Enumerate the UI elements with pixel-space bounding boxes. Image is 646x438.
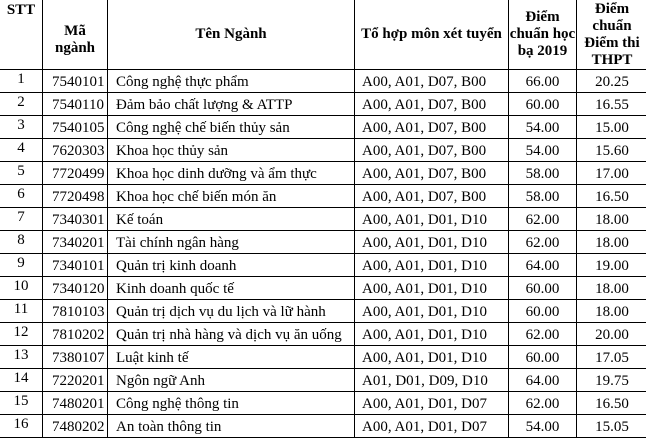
cell-name: Kế toán xyxy=(108,208,355,231)
table-row xyxy=(0,185,646,208)
cell-name: Quản trị dịch vụ du lịch và lữ hành xyxy=(108,300,355,323)
cell-score-thpt: 17.05 xyxy=(577,346,646,369)
cell-code: 7540110 xyxy=(43,93,108,116)
cell-stt: 4 xyxy=(0,139,43,162)
cell-score-hocba: 60.00 xyxy=(509,277,577,300)
cell-combo: A00, A01, D07, B00 xyxy=(355,185,509,208)
cell-name: Luật kinh tế xyxy=(108,346,355,369)
cell-code: 7480202 xyxy=(43,415,108,438)
cell-score-hocba: 54.00 xyxy=(509,139,577,162)
cell-stt: 15 xyxy=(0,392,43,415)
cell-score-thpt: 18.00 xyxy=(577,277,646,300)
table-row xyxy=(0,369,646,392)
cell-combo: A00, A01, D01, D10 xyxy=(355,300,509,323)
cell-score-hocba: 60.00 xyxy=(509,93,577,116)
cell-code: 7340120 xyxy=(43,277,108,300)
cell-score-thpt: 18.00 xyxy=(577,300,646,323)
cell-name: An toàn thông tin xyxy=(108,415,355,438)
cell-score-thpt: 16.55 xyxy=(577,93,646,116)
table-row xyxy=(0,116,646,139)
cell-name: Đảm bảo chất lượng & ATTP xyxy=(108,93,355,116)
cell-combo: A00, A01, D01, D10 xyxy=(355,346,509,369)
cell-code: 7720498 xyxy=(43,185,108,208)
cell-score-hocba: 66.00 xyxy=(509,70,577,93)
cell-combo: A00, A01, D01, D07 xyxy=(355,392,509,415)
cell-code: 7480201 xyxy=(43,392,108,415)
cell-stt: 3 xyxy=(0,116,43,139)
cell-combo: A00, A01, D07, B00 xyxy=(355,162,509,185)
cell-code: 7380107 xyxy=(43,346,108,369)
cell-score-hocba: 58.00 xyxy=(509,185,577,208)
cell-score-hocba: 60.00 xyxy=(509,300,577,323)
header-combo: Tổ hợp môn xét tuyển xyxy=(355,0,509,70)
cell-combo: A00, A01, D01, D10 xyxy=(355,277,509,300)
cell-stt: 1 xyxy=(0,70,43,93)
cell-name: Công nghệ chế biến thủy sản xyxy=(108,116,355,139)
cell-score-hocba: 62.00 xyxy=(509,323,577,346)
cell-stt: 10 xyxy=(0,277,43,300)
cell-score-thpt: 15.05 xyxy=(577,415,646,438)
cell-score-hocba: 64.00 xyxy=(509,369,577,392)
table-row xyxy=(0,346,646,369)
cell-stt: 13 xyxy=(0,346,43,369)
cell-score-thpt: 18.00 xyxy=(577,231,646,254)
table-row xyxy=(0,300,646,323)
cell-combo: A00, A01, D07, B00 xyxy=(355,139,509,162)
cell-score-thpt: 19.00 xyxy=(577,254,646,277)
cell-name: Công nghệ thông tin xyxy=(108,392,355,415)
table-row xyxy=(0,139,646,162)
cell-name: Quản trị kinh doanh xyxy=(108,254,355,277)
table-row xyxy=(0,208,646,231)
table-row xyxy=(0,323,646,346)
cell-code: 7620303 xyxy=(43,139,108,162)
cell-name: Công nghệ thực phẩm xyxy=(108,70,355,93)
table-row xyxy=(0,277,646,300)
cell-name: Khoa học dinh dưỡng và ẩm thực xyxy=(108,162,355,185)
cell-stt: 12 xyxy=(0,323,43,346)
cell-name: Quản trị nhà hàng và dịch vụ ăn uống xyxy=(108,323,355,346)
cell-name: Tài chính ngân hàng xyxy=(108,231,355,254)
cell-score-hocba: 62.00 xyxy=(509,392,577,415)
cell-code: 7810202 xyxy=(43,323,108,346)
cell-stt: 16 xyxy=(0,415,43,438)
cell-score-thpt: 17.00 xyxy=(577,162,646,185)
cell-code: 7340201 xyxy=(43,231,108,254)
header-score-thpt: Điểm chuẩn Điểm thi THPT xyxy=(577,0,646,70)
cell-stt: 9 xyxy=(0,254,43,277)
cell-combo: A00, A01, D07, B00 xyxy=(355,116,509,139)
cell-stt: 7 xyxy=(0,208,43,231)
cell-combo: A01, D01, D09, D10 xyxy=(355,369,509,392)
cell-code: 7220201 xyxy=(43,369,108,392)
cell-score-thpt: 19.75 xyxy=(577,369,646,392)
cell-stt: 11 xyxy=(0,300,43,323)
cell-stt: 2 xyxy=(0,93,43,116)
cell-score-hocba: 58.00 xyxy=(509,162,577,185)
cell-name: Kinh doanh quốc tế xyxy=(108,277,355,300)
cell-code: 7540105 xyxy=(43,116,108,139)
cell-code: 7810103 xyxy=(43,300,108,323)
cell-stt: 5 xyxy=(0,162,43,185)
table-row xyxy=(0,392,646,415)
table-row xyxy=(0,415,646,438)
cell-score-thpt: 16.50 xyxy=(577,185,646,208)
cell-score-thpt: 16.50 xyxy=(577,392,646,415)
cell-score-hocba: 60.00 xyxy=(509,346,577,369)
cell-score-hocba: 64.00 xyxy=(509,254,577,277)
cell-stt: 14 xyxy=(0,369,43,392)
cell-combo: A00, A01, D01, D07 xyxy=(355,415,509,438)
header-code: Mã ngành xyxy=(43,0,108,70)
cell-score-thpt: 20.25 xyxy=(577,70,646,93)
table-row xyxy=(0,231,646,254)
cell-combo: A00, A01, D01, D10 xyxy=(355,323,509,346)
cell-score-thpt: 18.00 xyxy=(577,208,646,231)
cell-stt: 8 xyxy=(0,231,43,254)
table-row xyxy=(0,162,646,185)
cell-code: 7540101 xyxy=(43,70,108,93)
cell-score-hocba: 62.00 xyxy=(509,208,577,231)
cell-combo: A00, A01, D01, D10 xyxy=(355,208,509,231)
cell-name: Ngôn ngữ Anh xyxy=(108,369,355,392)
cell-score-hocba: 54.00 xyxy=(509,116,577,139)
cell-combo: A00, A01, D07, B00 xyxy=(355,70,509,93)
cell-score-hocba: 62.00 xyxy=(509,231,577,254)
cell-combo: A00, A01, D01, D10 xyxy=(355,254,509,277)
cell-code: 7340301 xyxy=(43,208,108,231)
cell-combo: A00, A01, D07, B00 xyxy=(355,93,509,116)
header-score-hocba: Điểm chuẩn học bạ 2019 xyxy=(509,0,577,70)
cell-code: 7340101 xyxy=(43,254,108,277)
cell-code: 7720499 xyxy=(43,162,108,185)
header-row xyxy=(0,0,646,70)
table-row xyxy=(0,70,646,93)
table-row xyxy=(0,93,646,116)
cell-score-thpt: 15.00 xyxy=(577,116,646,139)
header-stt: STT xyxy=(0,0,43,70)
cell-combo: A00, A01, D01, D10 xyxy=(355,231,509,254)
cell-name: Khoa học chế biến món ăn xyxy=(108,185,355,208)
header-name: Tên Ngành xyxy=(108,0,355,70)
cell-stt: 6 xyxy=(0,185,43,208)
cell-score-thpt: 15.60 xyxy=(577,139,646,162)
cell-name: Khoa học thủy sản xyxy=(108,139,355,162)
table-body xyxy=(0,70,646,438)
table-row xyxy=(0,254,646,277)
cell-score-hocba: 54.00 xyxy=(509,415,577,438)
cell-score-thpt: 20.00 xyxy=(577,323,646,346)
